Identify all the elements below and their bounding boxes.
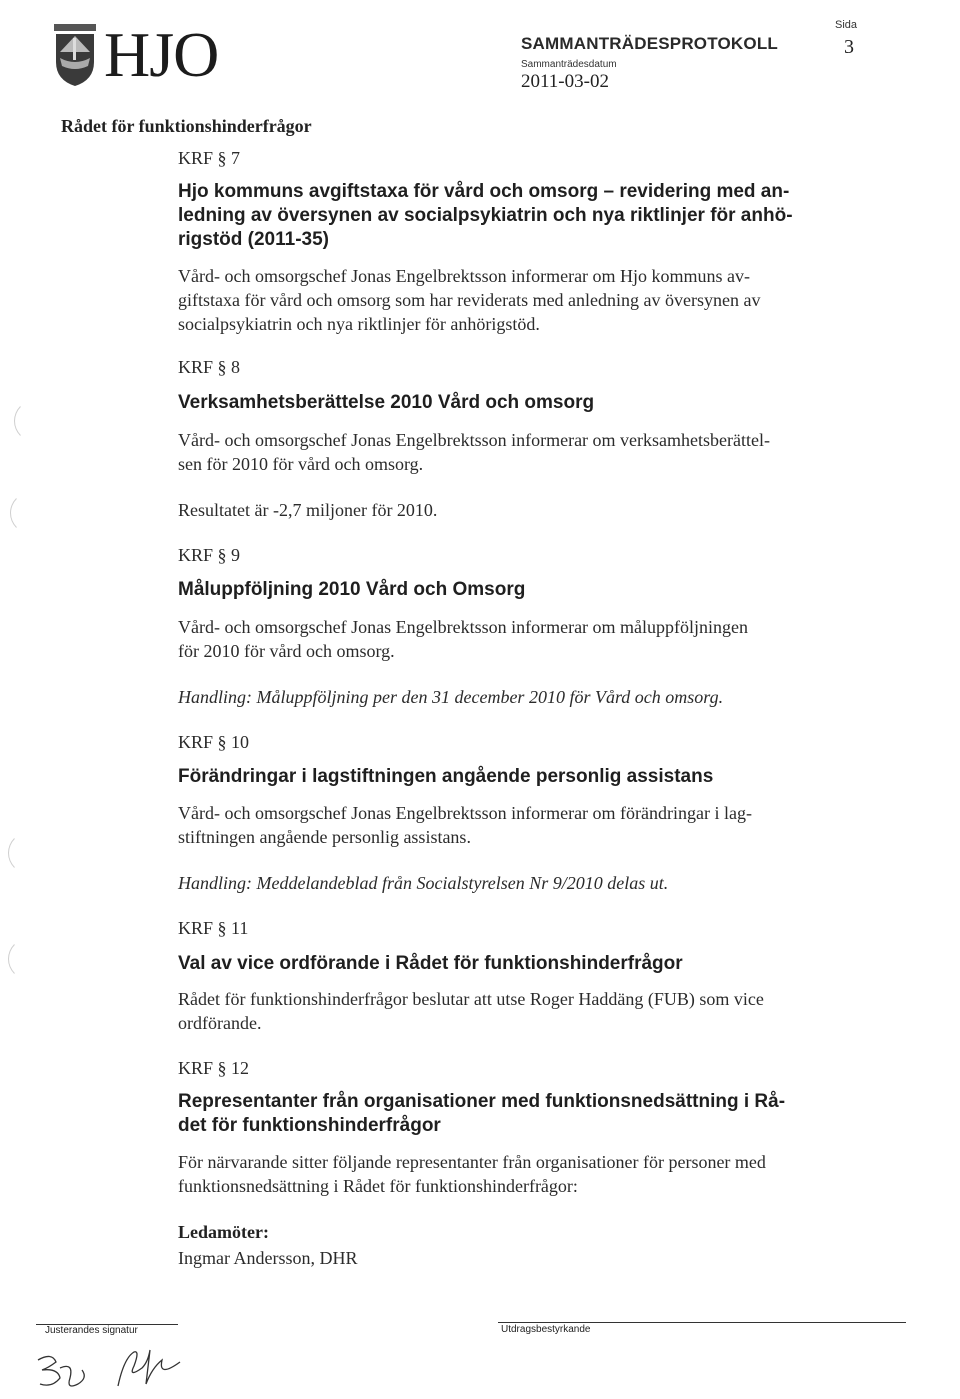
body-line: Vård- och omsorgschef Jonas Engelbrektsson informerar om Hjo kommuns av- (178, 266, 751, 286)
body-line: Vård- och omsorgschef Jonas Engelbrektsson informerar om förändringar i lag- (178, 803, 752, 823)
members-heading: Ledamöter: (178, 1222, 269, 1242)
body-line: Vård- och omsorgschef Jonas Engelbrektsson informerar om verksamhetsberättel- (178, 430, 770, 450)
title-line: Representanter från organisationer med funktionsnedsättning i Rå- (178, 1091, 786, 1112)
hole-punch-mark (8, 832, 50, 874)
title-line: ledning av översynen av socialpsykiatrin och nya riktlinjer för anhö- (178, 205, 793, 226)
section-body (178, 264, 761, 336)
body-line: sen för 2010 för vård och omsorg. (178, 454, 424, 474)
hole-punch-mark (8, 938, 50, 980)
section-body (178, 615, 748, 663)
signature-label: Justerandes signatur (45, 1325, 138, 1336)
hjo-logo (52, 19, 232, 92)
section-body (178, 1150, 766, 1198)
page-number: 3 (844, 36, 854, 58)
section-title: Verksamhetsberättelse 2010 Vård och omsorg (178, 392, 595, 413)
body-line: funktionsnedsättning i Rådet för funktionshinderfrågor: (178, 1176, 578, 1196)
meeting-date: 2011-03-02 (521, 71, 609, 92)
body-line: För närvarande sitter följande representanter från organisationer för personer med (178, 1152, 766, 1172)
section-body (178, 987, 764, 1035)
body-line: socialpsykiatrin och nya riktlinjer för anhörigstöd. (178, 314, 540, 334)
section-body (178, 428, 770, 476)
section-note: Resultatet är -2,7 miljoner för 2010. (178, 500, 438, 520)
hole-punch-mark (14, 400, 56, 442)
organization-name: Rådet för funktionshinderfrågor (61, 116, 312, 136)
handling-note: Handling: Meddelandeblad från Socialstyrelsen Nr 9/2010 delas ut. (178, 873, 669, 893)
body-line: stiftningen angående personlig assistans. (178, 827, 471, 847)
section-number: KRF § 12 (178, 1058, 250, 1078)
document-title: SAMMANTRÄDESPROTOKOLL (521, 34, 778, 53)
section-title: Förändringar i lagstiftningen angående personlig assistans (178, 766, 714, 787)
title-line: rigstöd (2011-35) (178, 229, 329, 250)
coat-of-arms-icon (52, 22, 98, 88)
section-number: KRF § 10 (178, 732, 250, 752)
section-title: Måluppföljning 2010 Vård och Omsorg (178, 579, 526, 600)
body-line: Vård- och omsorgschef Jonas Engelbrektsson informerar om måluppföljningen (178, 617, 749, 637)
title-line: Hjo kommuns avgiftstaxa för vård och omsorg – revidering med an- (178, 181, 790, 202)
title-line: det för funktionshinderfrågor (178, 1115, 441, 1136)
handling-note: Handling: Måluppföljning per den 31 december 2010 för Vård och omsorg. (178, 687, 724, 707)
section-body (178, 801, 752, 849)
section-title: Val av vice ordförande i Rådet för funktionshinderfrågor (178, 953, 683, 974)
body-line: Rådet för funktionshinderfrågor beslutar att utse Roger Haddäng (FUB) som vice (178, 989, 764, 1009)
hole-punch-mark (10, 492, 52, 534)
section-number: KRF § 11 (178, 918, 249, 938)
section-number: KRF § 7 (178, 148, 241, 168)
extract-label: Utdragsbestyrkande (501, 1324, 591, 1335)
body-line: giftstaxa för vård och omsorg som har reviderats med anledning av översynen av (178, 290, 761, 310)
body-line: för 2010 för vård och omsorg. (178, 641, 395, 661)
body-line: ordförande. (178, 1013, 262, 1033)
footer-divider (498, 1322, 906, 1323)
section-number: KRF § 8 (178, 357, 241, 377)
date-label: Sammanträdesdatum (521, 59, 617, 70)
section-number: KRF § 9 (178, 545, 241, 565)
section-title (178, 180, 793, 252)
logo-wordmark: HJO (104, 19, 219, 90)
member-item: Ingmar Andersson, DHR (178, 1248, 358, 1268)
handwritten-signature (30, 1338, 190, 1398)
page-label: Sida (835, 19, 858, 31)
section-title (178, 1090, 785, 1138)
